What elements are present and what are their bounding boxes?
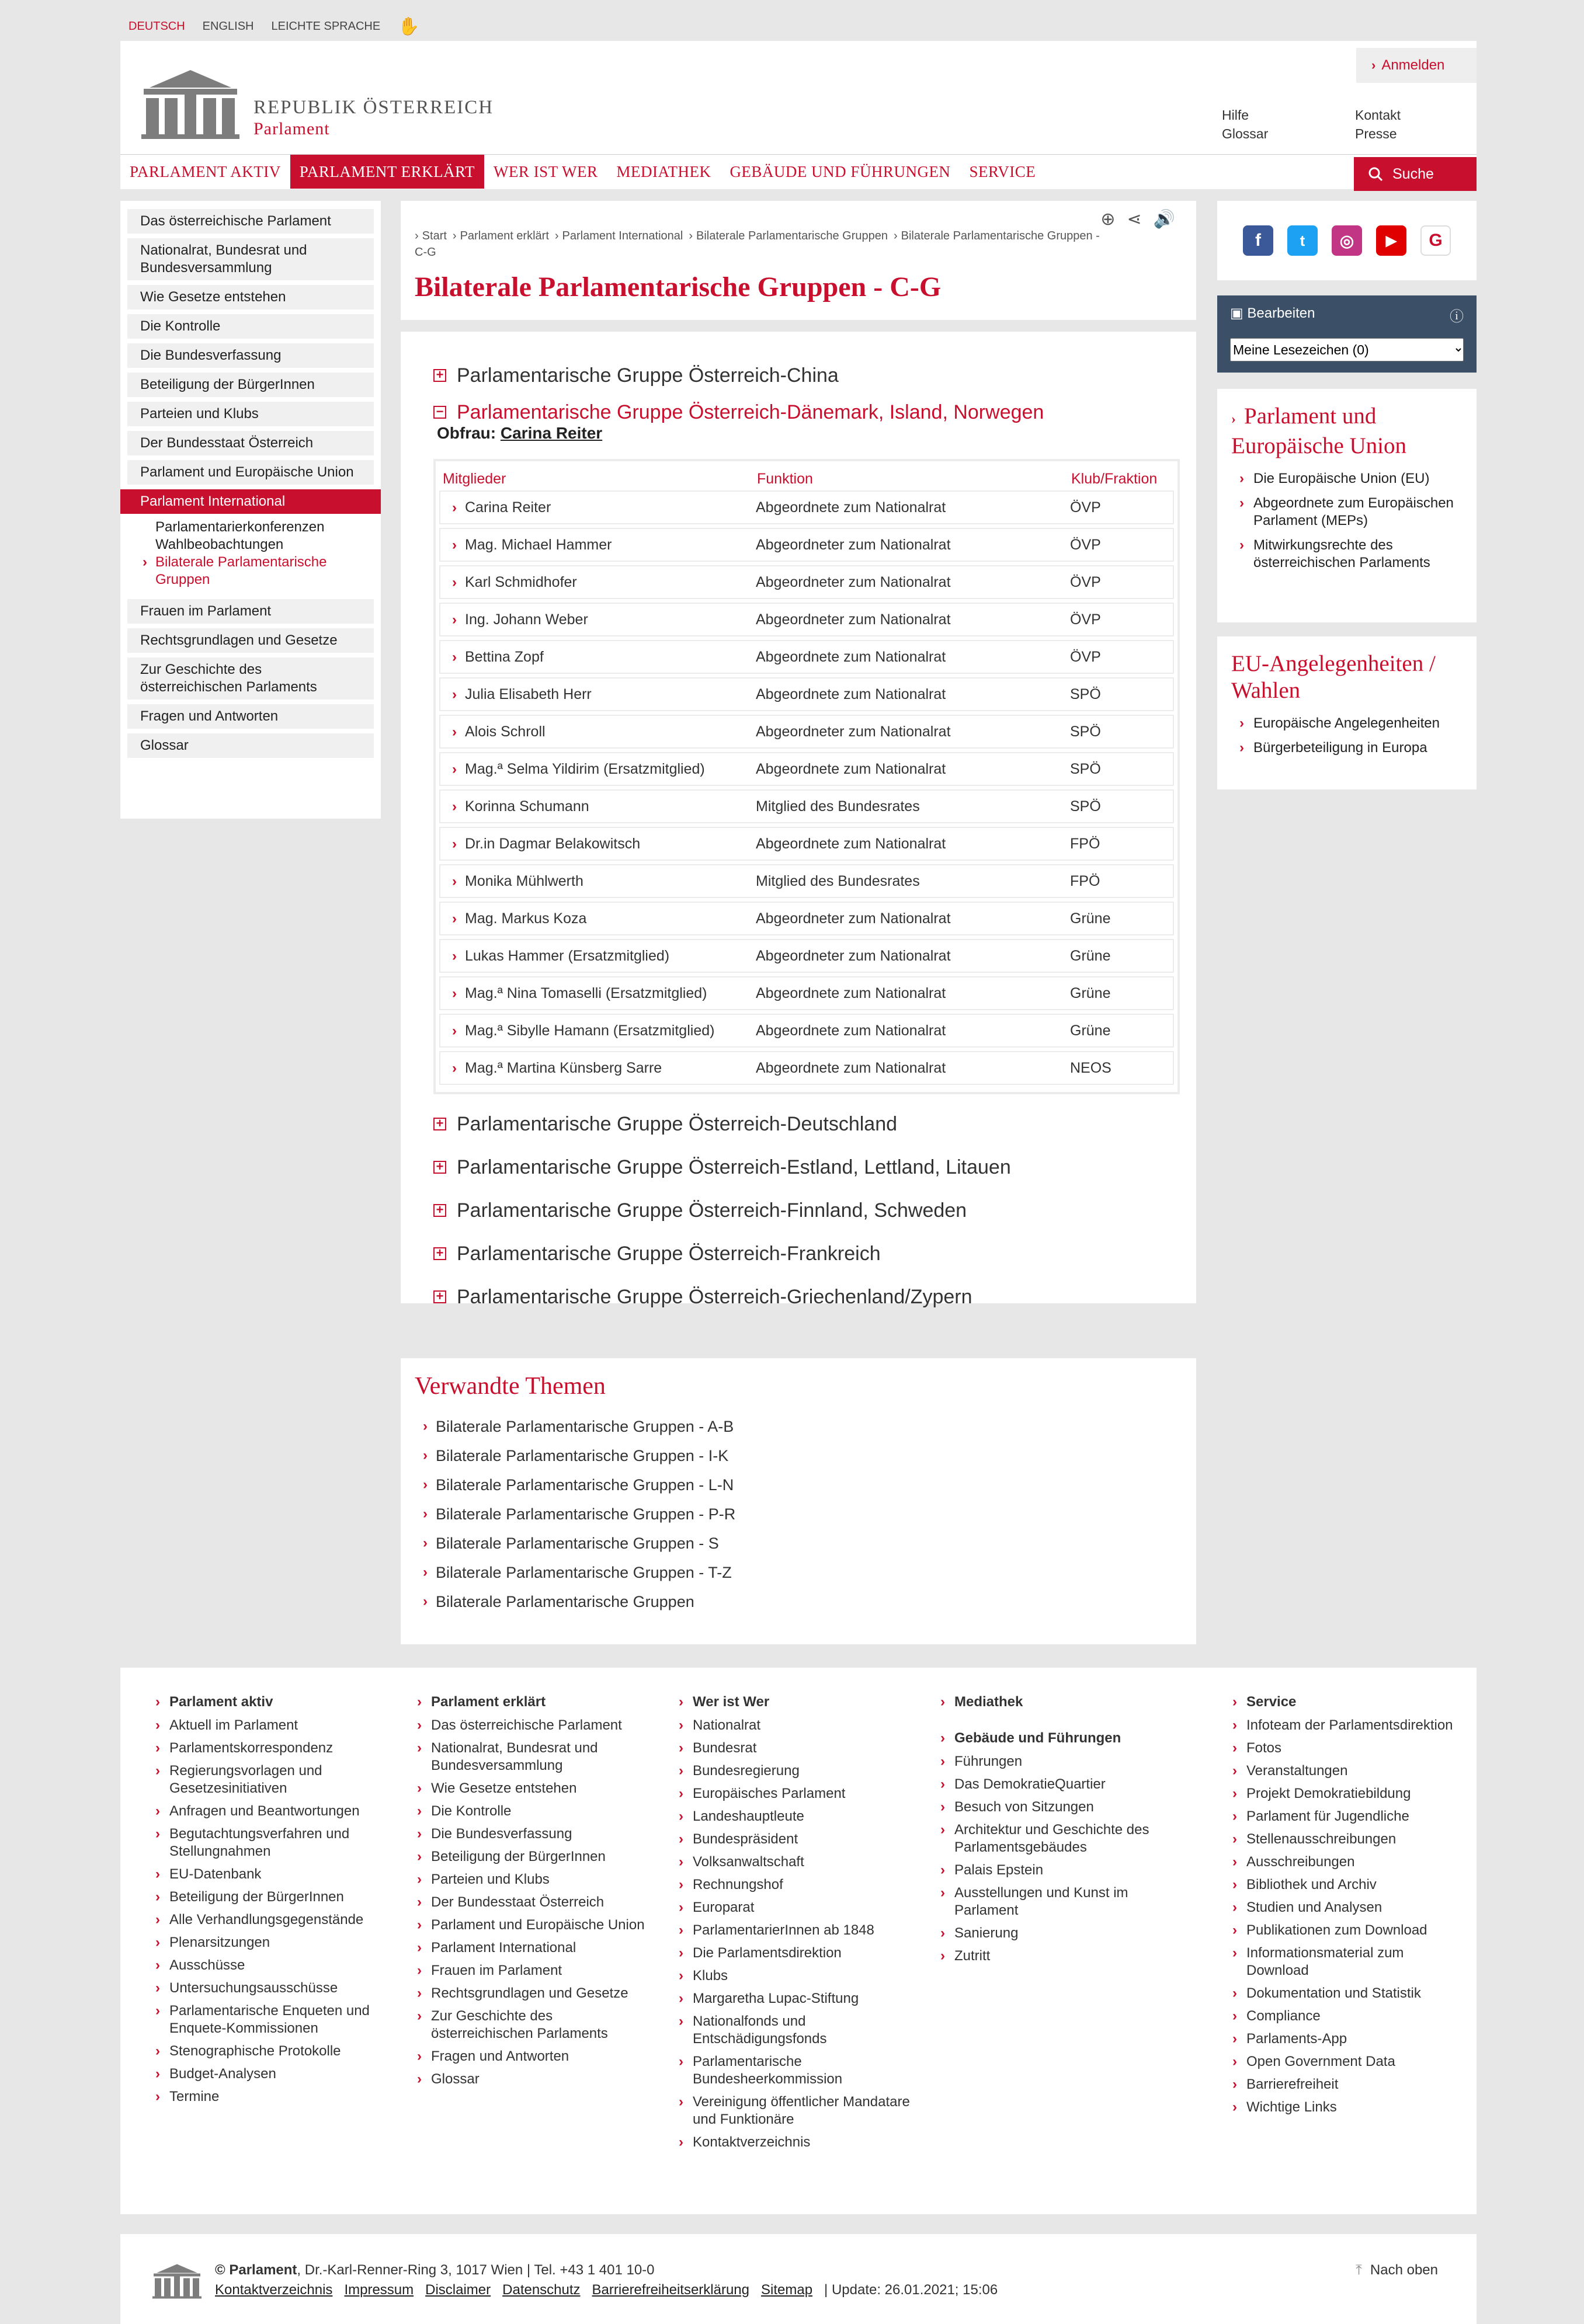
related-link[interactable]: › Bilaterale Parlamentarische Gruppen - T-Z xyxy=(423,1563,732,1581)
bookmarks-select[interactable] xyxy=(1230,338,1464,361)
footer-link[interactable]: › Veranstaltungen xyxy=(1230,1762,1464,1780)
expand-icon: + xyxy=(433,1204,446,1217)
group-toggle[interactable]: + Parlamentarische Gruppe Österreich-Estland, Lettland, Litauen xyxy=(433,1146,1163,1189)
edit-title: Bearbeiten xyxy=(1247,305,1315,321)
youtube-icon[interactable]: ▶ xyxy=(1376,225,1406,256)
eu-affairs-title: EU-Angelegenheiten / Wahlen xyxy=(1231,651,1436,703)
footer-link[interactable]: › Rechnungshof xyxy=(676,1876,910,1894)
member-name: › Ing. Johann Weber xyxy=(452,611,588,628)
press-link[interactable]: Presse xyxy=(1355,126,1397,141)
eu-affairs-link[interactable]: › Bürgerbeteiligung in Europa xyxy=(1231,739,1463,757)
eu-affairs-box xyxy=(1217,636,1477,789)
eu-box-link[interactable]: › Mitwirkungsrechte des österreichischen Parlaments xyxy=(1231,537,1463,572)
table-row[interactable] xyxy=(439,789,1174,823)
leftnav-item[interactable]: Das österreichische Parlament xyxy=(127,209,374,234)
footer-link[interactable]: › Palais Epstein xyxy=(938,1862,1172,1879)
footer-link[interactable]: › Parlament für Jugendliche xyxy=(1230,1808,1464,1825)
related-link[interactable]: › Bilaterale Parlamentarische Gruppen - A-B xyxy=(423,1417,734,1435)
member-name: › Mag.ª Martina Künsberg Sarre xyxy=(452,1059,662,1076)
footer-link[interactable]: Datenschutz xyxy=(502,2282,581,2298)
footer-link[interactable]: Kontaktverzeichnis xyxy=(215,2282,333,2298)
footer-link[interactable]: › Publikationen zum Download xyxy=(1230,1922,1464,1939)
member-name: › Mag.ª Selma Yildirim (Ersatzmitglied) xyxy=(452,760,705,777)
footer-link[interactable]: › Nationalrat, Bundesrat und Bundesversammlung xyxy=(415,1739,648,1775)
member-club: ÖVP xyxy=(1070,611,1101,628)
footer-link[interactable]: › Zutritt xyxy=(938,1947,1172,1965)
member-name: › Julia Elisabeth Herr xyxy=(452,686,592,702)
leftnav-item[interactable]: Beteiligung der BürgerInnen xyxy=(127,373,374,397)
footer-link[interactable]: › Europarat xyxy=(676,1899,910,1916)
page-tools xyxy=(1100,209,1175,229)
footer-link[interactable]: › Bundespräsident xyxy=(676,1831,910,1848)
groups-accordion xyxy=(401,332,1196,1308)
member-name: › Mag. Michael Hammer xyxy=(452,536,612,553)
leftnav-item[interactable]: Parlament und Europäische Union xyxy=(127,460,374,485)
footer-link[interactable]: › Ausschreibungen xyxy=(1230,1853,1464,1871)
title-box xyxy=(401,201,1196,320)
nav-wer-ist-wer[interactable]: WER IST WER xyxy=(493,162,598,180)
footer-sitemap xyxy=(120,1668,1477,2214)
footer-link[interactable]: Disclaimer xyxy=(425,2282,491,2298)
col-members: Mitglieder xyxy=(443,470,506,487)
edit-panel xyxy=(1217,295,1477,373)
footer-link[interactable]: › Stenographische Protokolle xyxy=(153,2043,387,2060)
footer-link[interactable]: › Nationalfonds und Entschädigungsfonds xyxy=(676,2013,910,2048)
footer-link[interactable]: › Bundesrat xyxy=(676,1739,910,1757)
footer-link[interactable]: › Volksanwaltschaft xyxy=(676,1853,910,1871)
footer-link[interactable]: › Budget-Analysen xyxy=(153,2065,387,2083)
footer-link[interactable]: › Aktuell im Parlament xyxy=(153,1717,387,1734)
footer-link[interactable]: Barrierefreiheitserklärung xyxy=(592,2282,749,2298)
footer-link[interactable]: › Alle Verhandlungsgegenstände xyxy=(153,1911,387,1929)
footer-link[interactable]: › Nationalrat xyxy=(676,1717,910,1734)
member-name: › Korinna Schumann xyxy=(452,798,589,815)
footer-heading[interactable]: › Wer ist Wer xyxy=(676,1693,910,1711)
footer-heading[interactable]: › Service xyxy=(1230,1693,1464,1711)
member-club: ÖVP xyxy=(1070,499,1101,516)
related-topics xyxy=(401,1358,1196,1644)
group-toggle[interactable]: + Parlamentarische Gruppe Österreich-Griechenland/Zypern xyxy=(433,1275,1163,1318)
back-to-top[interactable]: ⤒ Nach oben xyxy=(1356,2262,1438,2278)
table-row[interactable] xyxy=(439,1014,1174,1048)
expand-icon: + xyxy=(433,1161,446,1174)
member-function: Abgeordneter zum Nationalrat xyxy=(756,573,951,590)
eu-box-link[interactable]: › Die Europäische Union (EU) xyxy=(1231,470,1463,488)
nav-gebaeude[interactable]: GEBÄUDE UND FÜHRUNGEN xyxy=(730,162,951,180)
member-name: › Alois Schroll xyxy=(452,723,546,740)
glossary-link[interactable]: Glossar xyxy=(1222,126,1269,141)
group-toggle-open[interactable]: − Parlamentarische Gruppe Österreich-Dänemark, Island, Norwegen xyxy=(433,397,1163,427)
member-function: Abgeordneter zum Nationalrat xyxy=(756,723,951,740)
footer-link[interactable]: › Fotos xyxy=(1230,1739,1464,1757)
breadcrumb xyxy=(415,228,1104,260)
member-function: Abgeordnete zum Nationalrat xyxy=(756,984,946,1001)
footer-link[interactable]: › Frauen im Parlament xyxy=(415,1962,648,1979)
group-toggle[interactable]: + Parlamentarische Gruppe Österreich-China xyxy=(433,354,1163,397)
expand-icon: + xyxy=(433,1290,446,1303)
leftnav-item[interactable]: Der Bundesstaat Österreich xyxy=(127,431,374,455)
related-link[interactable]: › Bilaterale Parlamentarische Gruppen - S xyxy=(423,1534,719,1552)
collapse-icon: − xyxy=(433,406,446,419)
nav-parlament-aktiv[interactable]: PARLAMENT AKTIV xyxy=(130,162,281,180)
footer-link[interactable]: › Kontaktverzeichnis xyxy=(676,2134,910,2151)
nav-parlament-erklaert[interactable]: PARLAMENT ERKLÄRT xyxy=(290,155,484,189)
eu-box-title[interactable]: › Parlament und Europäische Union xyxy=(1231,403,1407,458)
footer-link[interactable]: › Projekt Demokratiebildung xyxy=(1230,1785,1464,1803)
footer-link[interactable]: › Bibliothek und Archiv xyxy=(1230,1876,1464,1894)
bookmark-add-icon[interactable]: ⊕ xyxy=(1100,210,1116,229)
member-club: NEOS xyxy=(1070,1059,1111,1076)
footer-col-mediathek xyxy=(938,1693,1172,1970)
lang-deutsch[interactable]: DEUTSCH xyxy=(128,19,185,33)
table-row[interactable] xyxy=(439,902,1174,935)
speaker-icon[interactable]: 🔊 xyxy=(1153,210,1175,229)
footer-col-service xyxy=(1230,1693,1464,2121)
member-club: ÖVP xyxy=(1070,573,1101,590)
footer-link[interactable]: › Open Government Data xyxy=(1230,2053,1464,2071)
member-club: FPÖ xyxy=(1070,835,1100,852)
member-name: › Lukas Hammer (Ersatzmitglied) xyxy=(452,947,670,964)
member-function: Abgeordnete zum Nationalrat xyxy=(756,1022,946,1039)
member-name: › Carina Reiter xyxy=(452,499,551,516)
footer-link[interactable]: › Führungen xyxy=(938,1753,1172,1770)
breadcrumb-item[interactable]: › Parlament International xyxy=(549,229,683,242)
member-function: Abgeordnete zum Nationalrat xyxy=(756,835,946,852)
nav-service[interactable]: SERVICE xyxy=(969,162,1036,180)
footer-link[interactable]: › Ausstellungen und Kunst im Parlament xyxy=(938,1884,1172,1919)
language-bar xyxy=(128,18,420,35)
table-row[interactable] xyxy=(439,939,1174,973)
table-row[interactable] xyxy=(439,640,1174,674)
member-name: › Dr.in Dagmar Belakowitsch xyxy=(452,835,641,852)
footer-col-aktiv xyxy=(153,1693,387,2111)
footer-link[interactable]: › Vereinigung öffentlicher Mandatare und Funktionäre xyxy=(676,2093,910,2128)
member-function: Abgeordneter zum Nationalrat xyxy=(756,536,951,553)
eu-box-link[interactable]: › Abgeordnete zum Europäischen Parlament (MEPs) xyxy=(1231,495,1463,530)
col-function: Funktion xyxy=(757,470,813,487)
footer-link[interactable]: › Die Parlamentsdirektion xyxy=(676,1944,910,1962)
footer-link[interactable]: › Bundesregierung xyxy=(676,1762,910,1780)
breadcrumb-item[interactable]: › Bilaterale Parlamentarische Gruppen xyxy=(683,229,888,242)
footer-link[interactable]: Sitemap xyxy=(761,2282,813,2298)
table-row[interactable] xyxy=(439,528,1174,562)
leftnav-item[interactable]: Die Bundesverfassung xyxy=(127,343,374,368)
table-row[interactable] xyxy=(439,677,1174,711)
members-table xyxy=(433,459,1180,1094)
member-club: SPÖ xyxy=(1070,723,1101,740)
footer-link[interactable]: › Europäisches Parlament xyxy=(676,1785,910,1803)
member-name: › Monika Mühlwerth xyxy=(452,872,583,889)
leftnav-item[interactable]: Parteien und Klubs xyxy=(127,402,374,426)
footer-link[interactable]: › Margaretha Lupac-Stiftung xyxy=(676,1990,910,2008)
member-club: SPÖ xyxy=(1070,760,1101,777)
member-function: Abgeordnete zum Nationalrat xyxy=(756,648,946,665)
member-function: Mitglied des Bundesrates xyxy=(756,798,920,815)
brand-line1: REPUBLIK ÖSTERREICH xyxy=(253,97,494,118)
table-row[interactable] xyxy=(439,976,1174,1010)
footer-link[interactable]: › Anfragen und Beantwortungen xyxy=(153,1803,387,1820)
member-name: › Mag.ª Nina Tomaselli (Ersatzmitglied) xyxy=(452,984,707,1001)
footer-col-erklaert xyxy=(415,1693,648,2093)
member-function: Abgeordnete zum Nationalrat xyxy=(756,1059,946,1076)
google-icon[interactable]: G xyxy=(1420,225,1451,256)
footer-link[interactable]: › Parlaments-App xyxy=(1230,2030,1464,2048)
footer-link[interactable]: › Plenarsitzungen xyxy=(153,1934,387,1951)
footer-link[interactable]: › Compliance xyxy=(1230,2008,1464,2025)
footer-link[interactable]: › Landeshauptleute xyxy=(676,1808,910,1825)
table-row[interactable] xyxy=(439,565,1174,599)
footer-link[interactable]: › ParlamentarierInnen ab 1848 xyxy=(676,1922,910,1939)
breadcrumb-item[interactable]: › Start xyxy=(415,229,447,242)
footer-link[interactable]: › Ausschüsse xyxy=(153,1957,387,1974)
leftnav-item[interactable]: Frauen im Parlament xyxy=(127,599,374,624)
leftnav-item[interactable]: Nationalrat, Bundesrat und Bundesversammlung xyxy=(127,238,374,280)
sign-language-icon[interactable]: ✋ xyxy=(398,16,420,36)
footer-link[interactable]: › Beteiligung der BürgerInnen xyxy=(415,1848,648,1866)
facebook-icon[interactable]: f xyxy=(1243,225,1273,256)
group-toggle[interactable]: + Parlamentarische Gruppe Österreich-Deutschland xyxy=(433,1102,1163,1146)
member-function: Abgeordnete zum Nationalrat xyxy=(756,760,946,777)
member-name: › Mag. Markus Koza xyxy=(452,910,587,927)
member-name: › Bettina Zopf xyxy=(452,648,544,665)
related-link[interactable]: › Bilaterale Parlamentarische Gruppen xyxy=(423,1592,694,1610)
instagram-icon[interactable]: ◎ xyxy=(1332,225,1362,256)
leftnav-subitem[interactable]: Parlamentarierkonferenzen xyxy=(155,519,325,535)
nav-mediathek[interactable]: MEDIATHEK xyxy=(616,162,711,180)
breadcrumb-item[interactable]: › Parlament erklärt xyxy=(447,229,549,242)
update-info: | Update: 26.01.2021; 15:06 xyxy=(824,2282,998,2298)
brand-line2: Parlament xyxy=(253,119,330,138)
member-club: Grüne xyxy=(1070,910,1111,927)
table-row[interactable] xyxy=(439,1051,1174,1085)
member-function: Abgeordneter zum Nationalrat xyxy=(756,611,951,628)
member-club: Grüne xyxy=(1070,984,1111,1001)
help-link[interactable]: Hilfe xyxy=(1222,107,1249,123)
lang-easy[interactable]: LEICHTE SPRACHE xyxy=(271,19,381,33)
table-row[interactable] xyxy=(439,827,1174,861)
member-function: Abgeordnete zum Nationalrat xyxy=(756,499,946,516)
leftnav-subitem-current[interactable]: › Bilaterale Parlamentarische Gruppen xyxy=(155,554,374,589)
footer-link[interactable]: › Barrierefreiheit xyxy=(1230,2076,1464,2093)
col-club: Klub/Fraktion xyxy=(1071,470,1158,487)
leftnav-item[interactable]: Wie Gesetze entstehen xyxy=(127,285,374,309)
footer-link[interactable]: › Wie Gesetze entstehen xyxy=(415,1780,648,1797)
group-toggle[interactable]: + Parlamentarische Gruppe Österreich-Finnland, Schweden xyxy=(433,1189,1163,1232)
info-icon[interactable]: ⓘ xyxy=(1450,309,1464,325)
footer-link[interactable]: Impressum xyxy=(344,2282,414,2298)
member-function: Abgeordnete zum Nationalrat xyxy=(756,686,946,702)
footer-link[interactable]: › Klubs xyxy=(676,1967,910,1985)
breadcrumb-item: › Bilaterale Parlamentarische Gruppen - C-G xyxy=(415,229,1100,259)
twitter-icon[interactable]: t xyxy=(1287,225,1318,256)
parliament-logo[interactable] xyxy=(138,64,243,140)
leftnav-item[interactable]: Fragen und Antworten xyxy=(127,704,374,729)
footer-link[interactable]: › Begutachtungsverfahren und Stellungnahmen xyxy=(153,1825,387,1860)
footer-link[interactable]: › Das österreichische Parlament xyxy=(415,1717,648,1734)
group-toggle[interactable]: + Parlamentarische Gruppe Österreich-Frankreich xyxy=(433,1232,1163,1275)
leftnav-item[interactable]: Die Kontrolle xyxy=(127,314,374,339)
eu-affairs-link[interactable]: › Europäische Angelegenheiten xyxy=(1231,715,1463,732)
table-row[interactable] xyxy=(439,864,1174,898)
member-name: › Karl Schmidhofer xyxy=(452,573,577,590)
share-icon[interactable]: ⋖ xyxy=(1127,210,1142,229)
expand-icon: + xyxy=(433,1118,446,1130)
footer-link[interactable]: › Glossar xyxy=(415,2071,648,2088)
search-icon xyxy=(1368,166,1383,182)
page-title: Bilaterale Parlamentarische Gruppen - C-G xyxy=(415,272,942,302)
table-row[interactable] xyxy=(439,752,1174,786)
chairperson: Obfrau: Carina Reiter xyxy=(437,424,603,442)
footer-link[interactable]: › Sanierung xyxy=(938,1925,1172,1942)
social-links xyxy=(1217,201,1477,280)
member-club: FPÖ xyxy=(1070,872,1100,889)
footer-heading[interactable]: › Parlament erklärt xyxy=(415,1693,648,1711)
footer-heading[interactable]: › Parlament aktiv xyxy=(153,1693,387,1711)
member-club: Grüne xyxy=(1070,947,1111,964)
login-button[interactable]: › Anmelden xyxy=(1356,48,1477,83)
footer-link[interactable]: › Der Bundesstaat Österreich xyxy=(415,1894,648,1911)
main-navigation xyxy=(120,154,1477,189)
eu-box xyxy=(1217,389,1477,622)
member-club: SPÖ xyxy=(1070,798,1101,815)
footer-link[interactable]: › Rechtsgrundlagen und Gesetze xyxy=(415,1985,648,2002)
footer-link[interactable]: › EU-Datenbank xyxy=(153,1866,387,1883)
leftnav-item-active[interactable]: Parlament International xyxy=(120,489,381,514)
footer-link[interactable]: › Regierungsvorlagen und Gesetzesinitiativen xyxy=(153,1762,387,1797)
footer-link[interactable]: › Fragen und Antworten xyxy=(415,2048,648,2065)
footer-link[interactable]: › Parlament und Europäische Union xyxy=(415,1916,648,1934)
member-club: ÖVP xyxy=(1070,648,1101,665)
footer-link[interactable]: › Beteiligung der BürgerInnen xyxy=(153,1888,387,1906)
member-function: Mitglied des Bundesrates xyxy=(756,872,920,889)
bookmark-icon: ▣ xyxy=(1230,305,1243,321)
leftnav-subitem[interactable]: Wahlbeobachtungen xyxy=(155,537,284,552)
footer-link[interactable]: › Parlamentarische Enqueten und Enquete-Kommissionen xyxy=(153,2002,387,2037)
table-row[interactable] xyxy=(439,490,1174,524)
footer-col-wer xyxy=(676,1693,910,2156)
footer-heading[interactable]: › Mediathek xyxy=(938,1693,1172,1711)
contact-link[interactable]: Kontakt xyxy=(1355,107,1401,123)
footer-link[interactable]: › Stellenausschreibungen xyxy=(1230,1831,1464,1848)
footer-link[interactable]: › Die Bundesverfassung xyxy=(415,1825,648,1843)
footer-link[interactable]: › Wichtige Links xyxy=(1230,2099,1464,2116)
footer-link[interactable]: › Studien und Analysen xyxy=(1230,1899,1464,1916)
leftnav-item[interactable]: Glossar xyxy=(127,733,374,758)
footer-link[interactable]: › Informationsmaterial zum Download xyxy=(1230,1944,1464,1979)
related-link[interactable]: › Bilaterale Parlamentarische Gruppen - I-K xyxy=(423,1446,729,1464)
footer-link[interactable]: › Infoteam der Parlamentsdirektion xyxy=(1230,1717,1464,1734)
chairperson-link[interactable]: Carina Reiter xyxy=(500,424,603,442)
expand-icon: + xyxy=(433,1247,446,1260)
arrow-up-icon: ⤒ xyxy=(1356,2262,1362,2278)
member-name: › Mag.ª Sibylle Hamann (Ersatzmitglied) xyxy=(452,1022,715,1039)
footer-link[interactable]: › Dokumentation und Statistik xyxy=(1230,1985,1464,2002)
footer-link[interactable]: › Die Kontrolle xyxy=(415,1803,648,1820)
related-link[interactable]: › Bilaterale Parlamentarische Gruppen - P-R xyxy=(423,1505,736,1523)
lang-english[interactable]: ENGLISH xyxy=(202,19,254,33)
member-function: Abgeordneter zum Nationalrat xyxy=(756,947,951,964)
bottom-bar xyxy=(120,2234,1477,2324)
footer-link[interactable]: › Besuch von Sitzungen xyxy=(938,1798,1172,1816)
section-navigation xyxy=(120,201,381,819)
parliament-logo-small xyxy=(151,2261,203,2299)
leftnav-item[interactable]: Rechtsgrundlagen und Gesetze xyxy=(127,628,374,653)
footer-link[interactable]: › Parlamentarische Bundesheerkommission xyxy=(676,2053,910,2088)
leftnav-submenu xyxy=(127,514,374,594)
table-row[interactable] xyxy=(439,603,1174,636)
search-button[interactable]: Suche xyxy=(1354,157,1477,191)
footer-link[interactable]: › Parteien und Klubs xyxy=(415,1871,648,1888)
footer-link[interactable]: › Architektur und Geschichte des Parlamentsgebäudes xyxy=(938,1821,1172,1856)
footer-link[interactable]: › Das DemokratieQuartier xyxy=(938,1776,1172,1793)
member-club: Grüne xyxy=(1070,1022,1111,1039)
footer-heading[interactable]: › Gebäude und Führungen xyxy=(938,1730,1172,1747)
table-row[interactable] xyxy=(439,715,1174,749)
expand-icon: + xyxy=(433,369,446,382)
member-function: Abgeordneter zum Nationalrat xyxy=(756,910,951,927)
member-club: ÖVP xyxy=(1070,536,1101,553)
table-header xyxy=(436,467,1177,490)
related-title: Verwandte Themen xyxy=(415,1373,606,1400)
related-link[interactable]: › Bilaterale Parlamentarische Gruppen - L-N xyxy=(423,1476,734,1494)
site-header xyxy=(120,41,1477,189)
footer-address: © Parlament, Dr.-Karl-Renner-Ring 3, 1017 Wien | Tel. +43 1 401 10-0 xyxy=(215,2262,655,2278)
footer-link[interactable]: › Parlamentskorrespondenz xyxy=(153,1739,387,1757)
member-club: SPÖ xyxy=(1070,686,1101,702)
footer-link[interactable]: › Untersuchungsausschüsse xyxy=(153,1979,387,1997)
footer-link[interactable]: › Zur Geschichte des österreichischen Parlaments xyxy=(415,2008,648,2043)
footer-links xyxy=(215,2282,998,2298)
footer-link[interactable]: › Parlament International xyxy=(415,1939,648,1957)
leftnav-item[interactable]: Zur Geschichte des österreichischen Parlaments xyxy=(127,657,374,700)
footer-link[interactable]: › Termine xyxy=(153,2088,387,2106)
